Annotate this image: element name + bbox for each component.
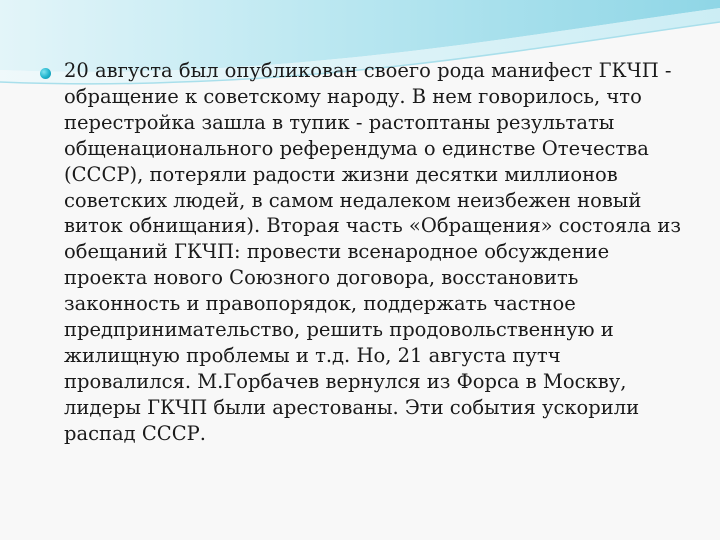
round-bullet-icon [40,68,51,79]
bullet-text: 20 августа был опубликован своего рода манифест ГКЧП - обращение к советскому народу. В нем говорилось, что перестройка зашла в тупик - растоптаны результаты общенационального референдума о единстве Отечества (СССР), потеряли радости жизни десятки миллионов советских людей, в самом недалеком неизбежен новый виток обнищания). Вторая часть «Обращения» состояла из обещаний ГКЧП: провести всенародное обсуждение проекта нового Союзного договора, восстановить законность и правопорядок, поддержать частное предпринимательство, решить продовольственную и жилищную проблемы и т.д. Но, 21 августа путч провалился. М.Горбачев вернулся из Форса в Москву, лидеры ГКЧП были арестованы. Эти события ускорили распад СССР. [64,59,682,445]
bullet-item [40,58,690,447]
slide-content [40,58,690,447]
